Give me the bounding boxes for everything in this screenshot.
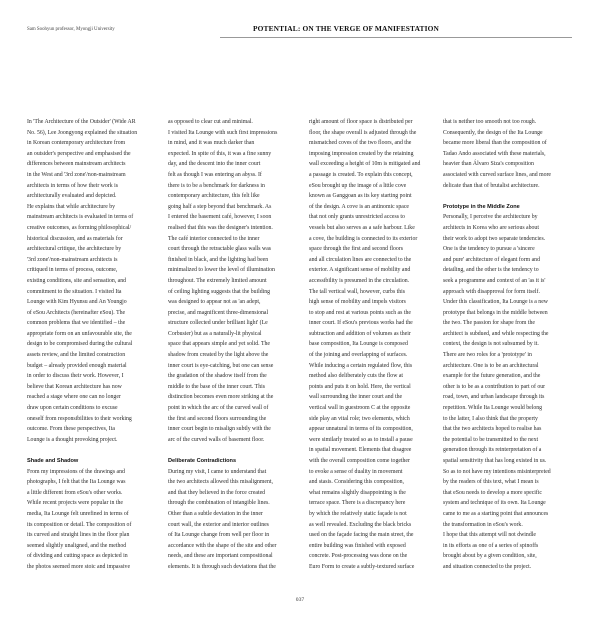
body-text-line: accessibility is presumed in the circulation. (309, 277, 410, 284)
body-text-line: exterior. A significant sense of mobility and (309, 267, 411, 274)
body-text-line: realised that this was the designer's intention. (168, 224, 273, 231)
body-text-line: budget – already provided enough material (27, 362, 127, 369)
body-text-line: While recent projects were popular in the (27, 500, 123, 507)
body-text-line: subtraction and addition of volumes as their (309, 330, 411, 337)
body-text-line: seemed slightly unaligned, and the method (27, 542, 127, 549)
body-text-line: outcome. From these perspectives, Ita (27, 426, 115, 433)
body-text-line: inner court. If eSou's previous works had the (309, 320, 413, 327)
body-text-line: and all circulation lines are connected to the (309, 256, 412, 263)
body-text-line: believe that Korean architecture has now (27, 383, 122, 390)
body-text-line: oneself from responsibilities to their working (27, 415, 132, 422)
body-text-line: heavier than Álvaro Siza's composition (443, 161, 534, 168)
body-text-line: that eSou needs to develop a more specific (443, 489, 542, 496)
body-text-line: No. 56), Lee Joongyong explained the situation (27, 129, 138, 136)
body-text-line: appropriate form on an unfavourable site, the (27, 330, 132, 337)
body-text-line: finished in black, and the lighting had been (168, 256, 269, 263)
body-text-line: detailing, and the other is the tendency to (443, 267, 539, 274)
body-text-line: to the latter, I also think that the property (443, 415, 538, 422)
author-credit: Sam Soohyun professor, Myongji University (27, 27, 115, 32)
body-text-line: reached a stage where one can no longer (27, 394, 121, 401)
body-text-line: eSou brought up the image of a little cove (309, 182, 407, 189)
body-text-line: throughout. The extremely limited amount (168, 277, 267, 284)
body-text-line: One is the tendency to pursue a 'sincere (443, 246, 535, 253)
body-text-line: Corbusier) but as a naturally-lit physical (168, 330, 262, 337)
body-text-line: system and technique of its own. Ita Lounge (443, 500, 546, 507)
body-text-line: an outsider's perspective and emphasised the (27, 150, 131, 157)
body-text-line: media, Ita Lounge felt unrefined in terms of (27, 510, 129, 517)
section-subheading: Prototype in the Middle Zone (443, 203, 520, 210)
body-text-line: known as Ganggoan as its key starting point (309, 193, 412, 200)
body-text-line: There are two roles for a 'prototype' in (443, 352, 532, 359)
body-text-line: their work to adopt two separate tendencies. (443, 235, 546, 242)
body-text-line: as opposed to clear cut and minimal. (168, 119, 253, 125)
body-text-line: commitment to the situation. I visited Ita (27, 288, 122, 295)
body-text-line: base composition, Ita Lounge is composed (309, 341, 408, 348)
body-text-line: of dividing and cutting space as depicted in (27, 553, 128, 560)
body-text-line: The tall vertical wall, however, curbs this (309, 288, 406, 295)
paragraph-gap (443, 191, 575, 202)
body-text-line: assets review, and the limited construction (27, 352, 126, 359)
body-text-line: Other than a subtle deviation in the inner (168, 510, 263, 517)
body-text-line: elements. It is through such deviations that the (168, 563, 276, 570)
body-text-line: design to be compromised during the cultural (27, 341, 133, 348)
body-text-line: differences between mainstream architects (27, 161, 126, 168)
body-text-line: side play an vital role; two elements, which (309, 415, 410, 422)
body-text-line: were similarly treated so as to install a pause (309, 436, 413, 443)
section-subheading: Deliberate Contradictions (168, 458, 237, 464)
paragraph-gap (27, 445, 159, 456)
body-text-line: approach with disapproval for form itself. (443, 288, 540, 295)
body-text-line: architecturally evaluated and depicted. (27, 193, 117, 200)
body-text-line: '3rd zone'/non-mainstream architects is (27, 256, 118, 263)
body-text-line: in the West and '3rd zone'/non-mainstream (27, 171, 126, 178)
body-text-line: of the design. A cove is an antinomic space (309, 203, 409, 210)
body-text-line: a passage is created. To explain this concept, (309, 171, 413, 178)
article-title: POTENTIAL: ON THE VERGE OF MANIFESTATION (252, 24, 440, 33)
text-column-1 (27, 117, 159, 573)
body-text-line: road, town, and urban landscape through its (443, 394, 545, 401)
body-text-line: delicate than that of brutalist architecture. (443, 182, 540, 189)
body-text-line: critiqued in terms of process, outcome, (27, 267, 118, 274)
body-text-line: through the combination of intangible lines. (168, 500, 270, 507)
body-text-line: became more liberal than the composition of (443, 140, 547, 147)
body-text-line: vertical wall in guestroom C at the opposite (309, 405, 411, 412)
page-number: 037 (295, 597, 305, 603)
body-text-line: contemporary architecture, this felt like (168, 193, 260, 200)
body-text-line: that the two architects hoped to realise has (443, 426, 542, 433)
body-text-line: context, the design is not subsumed by it. (443, 341, 539, 348)
body-text-line: creative outcomes, as forming philosophical/ (27, 224, 132, 231)
body-text-line: the gradation of the shadow itself from the (168, 373, 267, 380)
body-text-line: floor, the shape overall is adjusted through the (309, 129, 417, 136)
body-text-line: in order to discuss their work. However, I (27, 373, 124, 380)
text-column-4 (443, 117, 575, 573)
paragraph-gap (168, 445, 300, 456)
body-text-line: method also deliberately cuts the flow at (309, 373, 404, 380)
body-text-line: day, and the descent into the inner court (168, 161, 261, 168)
body-text-line: court wall, the exterior and interior outlines (168, 521, 269, 528)
body-text-line: During my visit, I came to understand that (168, 468, 267, 475)
body-text-line: The café interior connected to the inner (168, 235, 260, 242)
body-text-line: distinction becomes even more striking at the (168, 394, 274, 401)
body-text-line: appear unnatural in terms of its composition, (309, 426, 413, 433)
text-column-2 (168, 117, 300, 573)
body-text-line: Lounge is a thought provoking project. (27, 436, 118, 443)
body-text-line: draw upon certain conditions to excuse (27, 405, 118, 412)
section-subheading: Shade and Shadow (27, 458, 79, 464)
header-rule (220, 37, 572, 38)
body-text-line: right amount of floor space is distributed per (309, 119, 413, 125)
body-text-line: wall surrounding the inner court and the (309, 394, 403, 401)
body-text-line: While inducing a certain regulated flow, this (309, 362, 413, 369)
body-text-line: and stasis. Considering this composition, (309, 479, 405, 486)
body-text-line: and situation connected to the project. (443, 563, 532, 570)
body-text-line: architectural critique, the architecture by (27, 246, 122, 253)
body-text-line: imposing impression created by the retaining (309, 150, 414, 157)
body-text-line: From my impressions of the drawings and (27, 468, 125, 475)
body-text-line: So as to not have my intentions misinterpreted (443, 468, 551, 475)
body-text-line: photographs, I felt that the Ita Lounge was (27, 479, 126, 486)
body-text-line: the transformation in eSou's work. (443, 521, 523, 528)
body-text-line: He explains that while architecture by (27, 203, 116, 210)
body-text-line: architects in terms of how their work is (27, 182, 118, 189)
body-text-line: was designed to appear not as 'an adept, (168, 299, 261, 306)
body-text-line: and that they believed in the force created (168, 489, 266, 496)
body-text-line: arc of the curved walls of basement floor. (168, 436, 265, 443)
body-text-line: brought about by a given condition, site, (443, 553, 537, 560)
body-text-line: historical discussion, and as materials for (27, 235, 123, 242)
body-text-line: its composition or detail. The composition of (27, 521, 132, 528)
body-text-line: points and puts it on hold. Here, the vertical (309, 383, 411, 390)
body-text-line: the two architects allowed this misalignment, (168, 479, 273, 486)
body-text-line: and pure' architecture of elegant form and (443, 256, 540, 263)
body-text-line: what remains slightly disappointing is the (309, 489, 406, 496)
body-text-line: wall exceeding a height of 10m is mitigated and (309, 161, 421, 168)
body-text-line: prototype that belongs in the middle between (443, 309, 548, 316)
body-text-line: space through the first and second floors (309, 246, 404, 253)
body-text-line: I hope that this attempt will not dwindle (443, 532, 536, 539)
body-text-line: in Korean contemporary architecture from (27, 140, 126, 147)
body-text-line: precise, and magnificent three-dimensional (168, 309, 269, 316)
body-text-line: inner court begin to misalign subtly with the (168, 426, 271, 433)
body-text-line: of ceiling lighting suggests that the building (168, 288, 271, 295)
body-text-line: expected. In spite of this, it was a fine sunny (168, 150, 272, 157)
body-text-line: to evoke a sense of duality in movement (309, 468, 403, 475)
body-text-line: the two. The passion for shape from the (443, 320, 535, 327)
body-text-line: by the readers of this text, what I mean is (443, 479, 539, 486)
body-text-line: inner court is eye-catching, but one can sense (168, 362, 274, 369)
body-text-line: architect is subdued, and while respecting the (443, 330, 549, 337)
body-text-line: in its efforts as one of a series of spinoffs (443, 542, 539, 549)
body-text-line: as well revealed. Excluding the black bricks (309, 521, 412, 528)
body-text-line: mainstream architects is evaluated in terms of (27, 214, 134, 221)
body-text-line: structure collected under brilliant light' (Le (168, 320, 268, 327)
body-text-line: vessels but also serves as a safe harbour. Like (309, 224, 415, 231)
body-text-line: other is to be as a contribution to part of our (443, 383, 546, 390)
body-text-line: the first and second floors surrounding the (168, 415, 267, 422)
body-text-line: I entered the basement café, however, I soon (168, 214, 272, 221)
body-text-line: to stop and rest at various points such as the (309, 309, 411, 316)
body-text-line: architecture. One is to be an architectural (443, 362, 539, 369)
body-text-line: spatial sensitivity that has long existed in us. (443, 458, 547, 464)
body-text-line: Lounge with Kim Hyunsu and An Youngjo (27, 299, 127, 306)
body-text-line: seek a programme and context of an 'as it is' (443, 277, 546, 284)
body-text-line: of eSou Architects (hereinafter eSou). The (27, 309, 126, 316)
body-text-line: the potential to be transmitted to the next (443, 436, 539, 443)
body-text-line: Euro Form to create a subtly-textured surface (309, 563, 415, 570)
body-text-line: mismatched coves of the two floors, and the (309, 140, 412, 147)
body-text-line: used on the façade facing the main street, the (309, 532, 414, 539)
body-text-line: generation through its reinterpretation of a (443, 447, 542, 454)
body-text-line: Under this classification, Ita Lounge is a new (443, 299, 548, 306)
body-text-line: space that appears simple and yet solid. The (168, 341, 270, 348)
body-text-line: came to me as a starting point that announces (443, 510, 549, 517)
body-text-line: accordance with the shape of the site and other (168, 542, 277, 549)
body-text-line: entire building was finished with exposed (309, 542, 406, 549)
body-text-line: minimalized to lower the level of illumination (168, 267, 275, 274)
body-text-line: high sense of mobility and impels visitors (309, 299, 406, 306)
body-text-line: by which the relatively static façade is not (309, 510, 407, 517)
body-text-line: middle to the base of the inner court. This (168, 383, 265, 390)
body-text-line: Personally, I perceive the architecture by (443, 214, 538, 221)
body-text-line: I visited Ita Lounge with such first impressions (168, 129, 278, 136)
body-text-line: point in which the arc of the curved wall of (168, 405, 269, 412)
body-text-line: felt as though I was entering an abyss. If (168, 171, 262, 178)
body-text-line: terrace space. There is a discrepancy here (309, 500, 406, 507)
body-text-line: needs, and these are important compositional (168, 553, 273, 560)
body-text-line: Tadao Ando associated with these materials, (443, 150, 546, 157)
body-text-line: example for the future generation, and the (443, 373, 541, 380)
body-text-line: existing conditions, site and sensation, and (27, 277, 127, 284)
body-text-line: a cove, the building is connected to its exterior (309, 235, 418, 242)
body-text-line: associated with curved surface lines, and more (443, 171, 552, 178)
body-text-line: architects in Korea who are serious about (443, 224, 539, 231)
body-text-line: a little different from eSou's other works. (27, 489, 123, 496)
body-text-line: of Ita Lounge change from well per floor in (168, 532, 270, 539)
body-text-line: that is neither too smooth not too rough. (443, 119, 537, 125)
body-text-line: in mind, and it was much darker than (168, 140, 255, 147)
body-text-line: that not only grants unrestricted access to (309, 214, 405, 221)
body-text-line: the photos seemed more stoic and impassive (27, 563, 131, 570)
body-text-line: court through the retractable glass walls was (168, 246, 272, 253)
body-text-line: shadow from created by the light above the (168, 352, 269, 359)
body-text-line: concrete. Post-processing was done on the (309, 553, 408, 560)
body-text-line: Consequently, the design of the Ita Lounge (443, 129, 543, 136)
text-column-3 (309, 117, 441, 573)
body-text-line: In 'The Architecture of the Outsider' (Wide AR (27, 119, 136, 125)
body-text-line: in spatial movement. Elements that disagree (309, 447, 412, 454)
body-text-line: of the joining and overlapping of surfaces. (309, 352, 408, 359)
body-text-line: repetition. While Ita Lounge would belong (443, 405, 543, 412)
body-text-line: going half a step beyond that benchmark. As (168, 203, 272, 210)
body-text-line: its curved and straight lines in the floor plan (27, 532, 130, 539)
body-text-line: with the overall composition come together (309, 458, 410, 464)
body-text-line: there is to be a benchmark for darkness in (168, 182, 265, 189)
body-text-line: common problems that we identified – the (27, 320, 126, 327)
